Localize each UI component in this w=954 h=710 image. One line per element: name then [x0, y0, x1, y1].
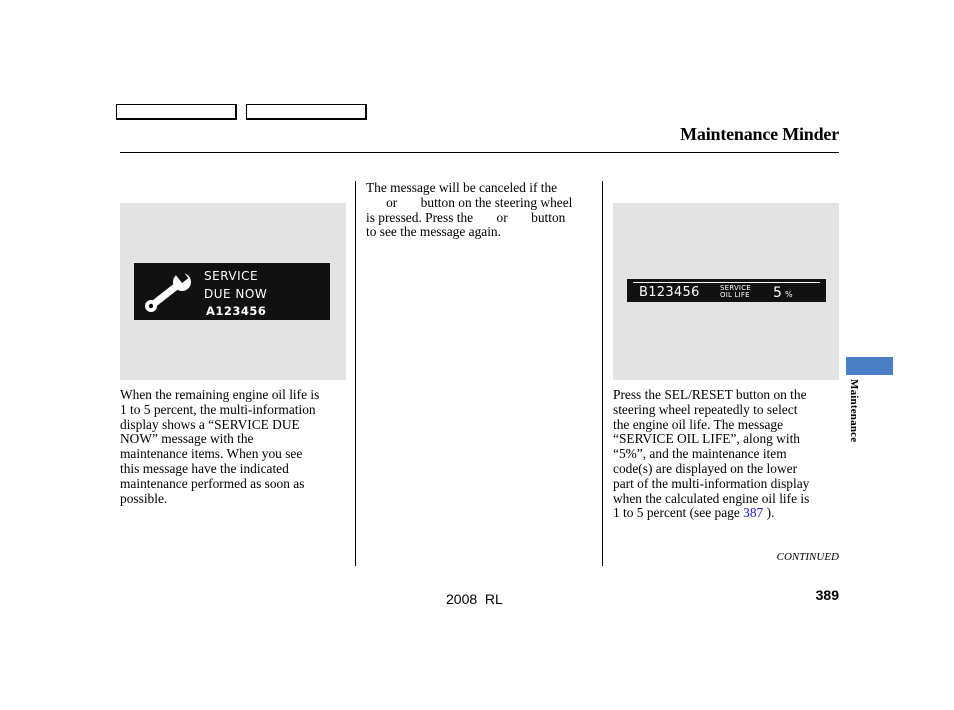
continued-label: CONTINUED [776, 551, 839, 563]
text-fragment: ). [763, 505, 775, 521]
nav-next-button[interactable] [246, 104, 367, 120]
text-line: When the remaining engine oil life is [120, 387, 320, 402]
text-line: part of the multi-information display [613, 475, 810, 491]
page-number: 389 [815, 587, 839, 603]
section-tab-label: Maintenance [848, 379, 860, 443]
middle-paragraph [366, 181, 594, 240]
text-line: is pressed. Press the or button [366, 209, 566, 225]
lcd-maintenance-code: B123456 [639, 285, 700, 300]
service-due-illustration [120, 203, 346, 380]
text-line [613, 506, 839, 521]
model-label: 2008 RL [446, 591, 503, 607]
text-line: possible. [120, 490, 168, 506]
page-title: Maintenance Minder [680, 124, 839, 144]
text-line: to see the message again. [366, 224, 501, 240]
nav-previous-button[interactable] [116, 104, 237, 120]
lcd-display [134, 263, 330, 320]
text-line: The message will be canceled if the [366, 180, 558, 195]
oil-life-illustration [613, 203, 839, 380]
text-line: maintenance performed as soon as [120, 475, 305, 491]
page-387-link[interactable]: 387 [743, 505, 764, 521]
lcd-line-code: A123456 [206, 304, 267, 318]
text-line: display shows a “SERVICE DUE [120, 416, 300, 432]
lcd-oil-life-value: 5 [773, 285, 782, 301]
text-line: maintenance items. When you see [120, 446, 303, 462]
text-line: 1 to 5 percent, the multi-information [120, 401, 316, 417]
section-tab[interactable] [846, 357, 893, 375]
text-line: “5%”, and the maintenance item [613, 446, 787, 462]
right-paragraph [613, 388, 839, 521]
text-line: or button on the steering wheel [366, 194, 573, 210]
lcd-line-service: SERVICE [204, 269, 259, 283]
lcd-label-oil-life: OIL LIFE [720, 291, 750, 299]
text-line: “SERVICE OIL LIFE”, along with [613, 431, 800, 447]
text-fragment: 1 to 5 percent (see page [613, 505, 744, 521]
lcd-label-service: SERVICE [720, 284, 751, 292]
lcd-divider [633, 282, 820, 283]
text-line: Press the SEL/RESET button on the [613, 387, 807, 402]
text-line: code(s) are displayed on the lower [613, 460, 798, 476]
wrench-icon [144, 269, 192, 313]
left-paragraph [120, 388, 346, 506]
text-line: when the calculated engine oil life is [613, 490, 810, 506]
lcd-display [627, 279, 826, 302]
column-divider-2 [602, 181, 603, 566]
header-rule [120, 152, 839, 153]
lcd-percent-sign: % [785, 290, 793, 299]
text-line: this message have the indicated [120, 460, 289, 476]
text-line: the engine oil life. The message [613, 416, 784, 432]
lcd-line-due-now: DUE NOW [204, 287, 268, 301]
text-line: steering wheel repeatedly to select [613, 401, 798, 417]
text-line: NOW” message with the [120, 431, 254, 447]
column-divider-1 [355, 181, 356, 566]
